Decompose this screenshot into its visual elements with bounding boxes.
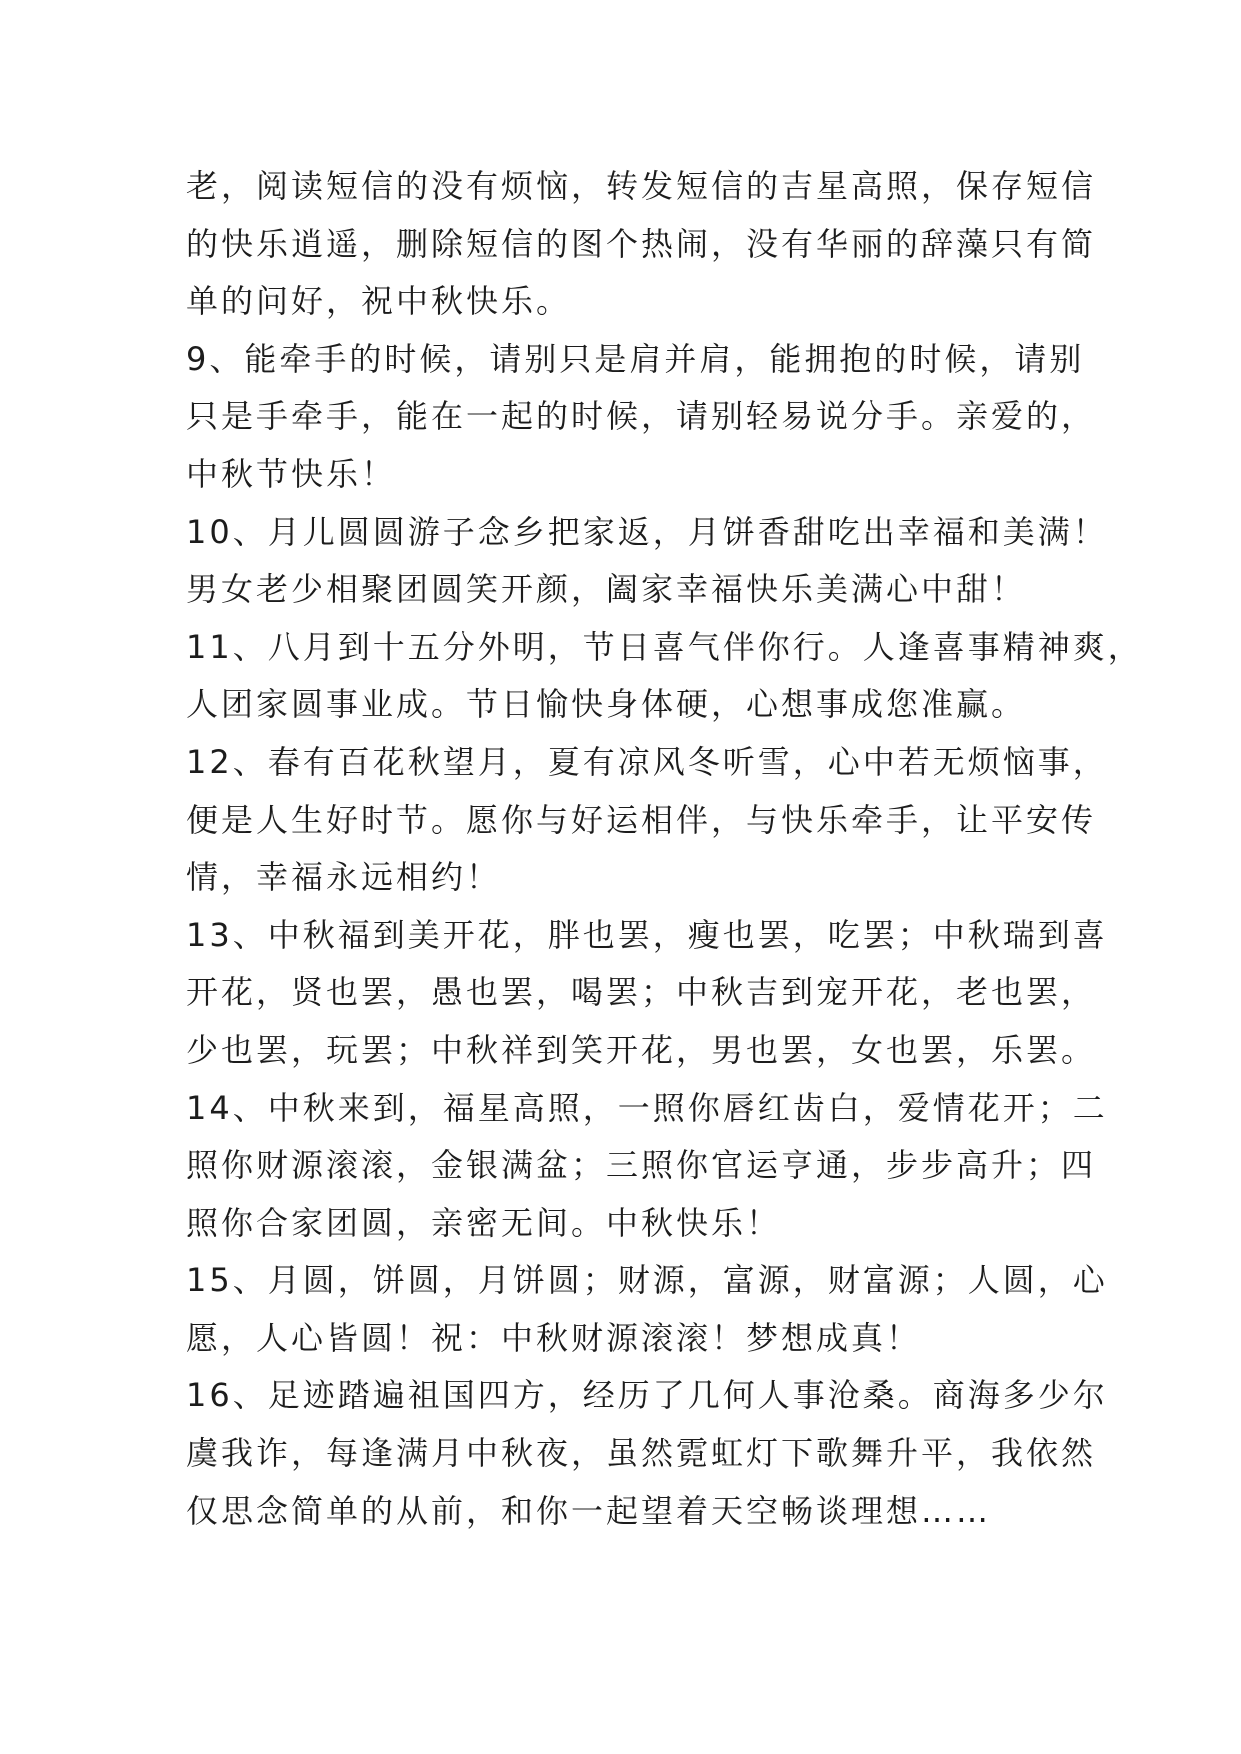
text-line: 12、春有百花秋望月，夏有凉风冬听雪，心中若无烦恼事，	[186, 742, 1108, 781]
text-line: 9、能牵手的时候，请别只是肩并肩，能拥抱的时候，请别	[186, 339, 1085, 378]
text-line: 仅思念简单的从前，和你一起望着天空畅谈理想……	[186, 1491, 992, 1530]
text-line: 照你财源滚滚，金银满盆；三照你官运亨通，步步高升；四	[186, 1146, 1097, 1185]
text-line: 只是手牵手，能在一起的时候，请别轻易说分手。亲爱的，	[186, 397, 1097, 436]
text-line: 照你合家团圆，亲密无间。中秋快乐！	[186, 1203, 782, 1242]
text-line: 开花，贤也罢，愚也罢，喝罢；中秋吉到宠开花，老也罢，	[186, 973, 1097, 1012]
text-line: 便是人生好时节。愿你与好运相伴，与快乐牵手，让平安传	[186, 800, 1097, 839]
paragraph-continued	[186, 158, 1097, 331]
text-line: 14、中秋来到，福星高照，一照你唇红齿白，爱情花开；二	[186, 1088, 1108, 1127]
text-line: 情，幸福永远相约！	[186, 858, 502, 897]
text-line: 单的问好，祝中秋快乐。	[186, 282, 572, 321]
text-line: 中秋节快乐！	[186, 454, 397, 493]
text-line: 16、足迹踏遍祖国四方，经历了几何人事沧桑。商海多少尔	[186, 1376, 1108, 1415]
text-line: 10、月儿圆圆游子念乡把家返，月饼香甜吃出幸福和美满！	[186, 512, 1108, 551]
text-line: 愿，人心皆圆！祝：中秋财源滚滚！梦想成真！	[186, 1318, 922, 1357]
paragraph-item-11	[186, 619, 1143, 734]
text-line: 11、八月到十五分外明，节日喜气伴你行。人逢喜事精神爽，	[186, 627, 1143, 666]
text-line: 人团家圆事业成。节日愉快身体硬，心想事成您准赢。	[186, 685, 1027, 724]
paragraph-item-12	[186, 734, 1108, 907]
document-body	[186, 158, 1143, 1540]
paragraph-item-15	[186, 1252, 1108, 1367]
paragraph-item-9	[186, 331, 1097, 504]
text-line: 老，阅读短信的没有烦恼，转发短信的吉星高照，保存短信	[186, 167, 1097, 205]
paragraph-item-16	[186, 1367, 1108, 1540]
paragraph-item-14	[186, 1080, 1108, 1253]
paragraph-item-10	[186, 504, 1108, 619]
text-line: 虞我诈，每逢满月中秋夜，虽然霓虹灯下歌舞升平，我依然	[186, 1434, 1097, 1473]
text-line: 13、中秋福到美开花，胖也罢，瘦也罢，吃罢；中秋瑞到喜	[186, 915, 1108, 954]
paragraph-item-13	[186, 907, 1108, 1080]
text-line: 15、月圆，饼圆，月饼圆；财源，富源，财富源；人圆，心	[186, 1261, 1108, 1300]
text-line: 的快乐逍遥，删除短信的图个热闹，没有华丽的辞藻只有简	[186, 224, 1097, 263]
text-line: 男女老少相聚团圆笑开颜，阖家幸福快乐美满心中甜！	[186, 570, 1027, 609]
text-line: 少也罢，玩罢；中秋祥到笑开花，男也罢，女也罢，乐罢。	[186, 1030, 1097, 1069]
